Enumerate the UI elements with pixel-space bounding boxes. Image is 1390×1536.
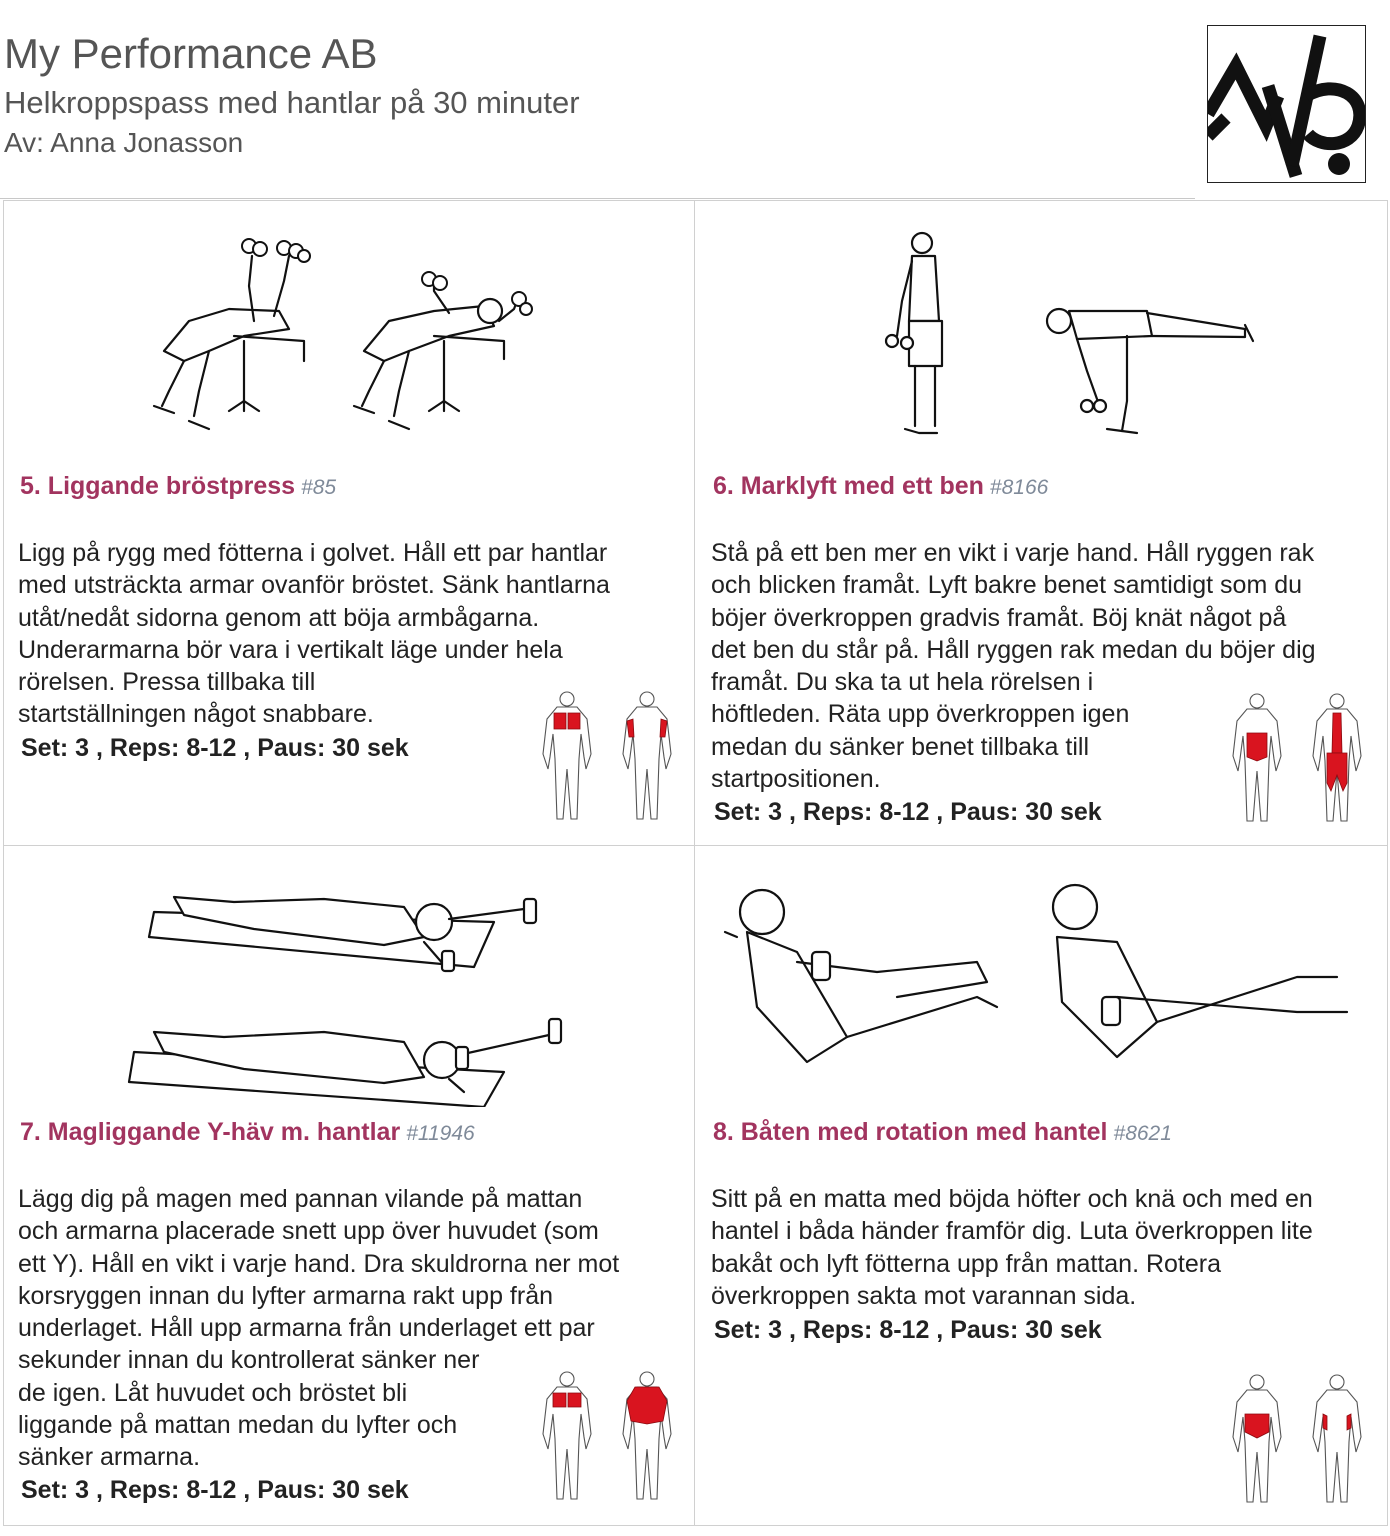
- description-line: hantel i båda händer framför dig. Luta överkroppen lite: [711, 1217, 1313, 1246]
- description-line: Stå på ett ben mer en vikt i varje hand. Håll ryggen rak: [711, 539, 1315, 567]
- exercise-card-8: [697, 847, 1387, 1492]
- body-front-icon: [543, 692, 591, 819]
- header-divider: [0, 198, 1195, 199]
- body-back-icon: [1313, 694, 1361, 821]
- grid-divider-vertical: [694, 200, 695, 1526]
- description-line: det ben du står på. Håll ryggen rak medan du böjer dig: [711, 635, 1316, 664]
- exercise-card-7: [4, 847, 694, 1504]
- description-line: Lägg dig på magen med pannan vilande på mattan: [18, 1185, 583, 1213]
- exercise-number: #8166: [989, 476, 1049, 499]
- exercise-number: #11946: [406, 1122, 475, 1145]
- page-header: [0, 0, 1390, 200]
- prone-y-raise-icon: [4, 847, 694, 1107]
- exercise-card-5: [4, 201, 694, 846]
- exercise-card-6: [697, 201, 1387, 846]
- description-line: bakåt och lyft fötterna upp från mattan. Rotera: [711, 1249, 1222, 1278]
- description-line: korsryggen innan du lyfter armarna rakt upp från: [18, 1281, 553, 1310]
- description-line: de igen. Låt huvudet och bröstet bli: [18, 1378, 408, 1407]
- exercise-number: #8621: [1113, 1122, 1172, 1145]
- body-front-icon: [543, 1372, 591, 1499]
- description-line: sänker armarna.: [18, 1443, 201, 1472]
- description-line: Ligg på rygg med fötterna i golvet. Håll ett par hantlar: [18, 539, 608, 567]
- body-front-icon: [1233, 694, 1281, 821]
- workout-title: Helkroppspass med hantlar på 30 minuter: [4, 85, 580, 120]
- company-name: My Performance AB: [4, 30, 378, 77]
- exercise-title: [20, 1117, 475, 1149]
- description-line: sekunder innan du kontrollerat sänker ner: [18, 1346, 480, 1375]
- description-line: Underarmarna bör vara i vertikalt läge under hela: [18, 635, 563, 664]
- description-line: framåt. Du ska ta ut hela rörelsen i: [711, 668, 1094, 697]
- description-line: startpositionen.: [711, 765, 881, 794]
- exercise-description: [711, 1183, 1371, 1312]
- sets-reps-pause: Set: 3 , Reps: 8-12 , Paus: 30 sek: [21, 734, 409, 762]
- exercise-title: [713, 471, 1048, 503]
- sets-reps-pause: Set: 3 , Reps: 8-12 , Paus: 30 sek: [714, 1316, 1102, 1344]
- author-line: Av: Anna Jonasson: [4, 127, 244, 158]
- description-line: ett Y). Håll en vikt i varje hand. Dra skuldrorna ner mot: [18, 1249, 620, 1278]
- sets-reps-pause: Set: 3 , Reps: 8-12 , Paus: 30 sek: [21, 1476, 409, 1504]
- muscle-map: [1219, 691, 1379, 831]
- single-leg-deadlift-icon: [697, 201, 1387, 461]
- brand-logo: [1207, 25, 1366, 183]
- muscle-map: [1219, 1372, 1379, 1512]
- dumbbell-bench-press-icon: [4, 201, 694, 461]
- body-back-icon: [623, 692, 671, 819]
- exercise-title-text: 5. Liggande bröstpress: [20, 472, 296, 500]
- sets-reps-pause: Set: 3 , Reps: 8-12 , Paus: 30 sek: [714, 798, 1102, 826]
- description-line: liggande på mattan medan du lyfter och: [18, 1411, 458, 1440]
- body-front-icon: [1233, 1375, 1281, 1502]
- muscle-map: [529, 689, 689, 829]
- description-line: rörelsen. Pressa tillbaka till: [18, 668, 316, 697]
- description-line: underlaget. Håll upp armarna från underlaget ett par: [18, 1314, 595, 1343]
- exercise-title-text: 7. Magliggande Y-häv m. hantlar: [20, 1118, 401, 1146]
- description-line: höftleden. Räta upp överkroppen igen: [711, 700, 1130, 729]
- description-line: Sitt på en matta med böjda höfter och knä och med en: [711, 1185, 1313, 1213]
- description-line: och armarna placerade snett upp över huvudet (som: [18, 1217, 599, 1246]
- exercise-title-text: 6. Marklyft med ett ben: [713, 472, 984, 500]
- description-line: med utsträckta armar ovanför bröstet. Sänk hantlarna: [18, 571, 610, 600]
- body-back-icon: [1313, 1375, 1361, 1502]
- body-back-icon: [623, 1372, 671, 1499]
- description-line: och blicken framåt. Lyft bakre benet samtidigt som du: [711, 571, 1303, 600]
- exercise-title: [713, 1117, 1172, 1149]
- description-line: utåt/nedåt sidorna genom att böja armbågarna.: [18, 603, 540, 632]
- muscle-map: [529, 1369, 689, 1509]
- exercise-title: [20, 471, 336, 503]
- description-line: medan du sänker benet tillbaka till: [711, 732, 1090, 761]
- description-line: överkroppen sakta mot varannan sida.: [711, 1281, 1137, 1310]
- exercise-title-text: 8. Båten med rotation med hantel: [713, 1118, 1108, 1146]
- exercise-number: #85: [301, 476, 337, 499]
- russian-twist-icon: [697, 847, 1387, 1107]
- description-line: böjer överkroppen gradvis framåt. Böj knät något på: [711, 603, 1287, 632]
- description-line: startställningen något snabbare.: [18, 700, 374, 729]
